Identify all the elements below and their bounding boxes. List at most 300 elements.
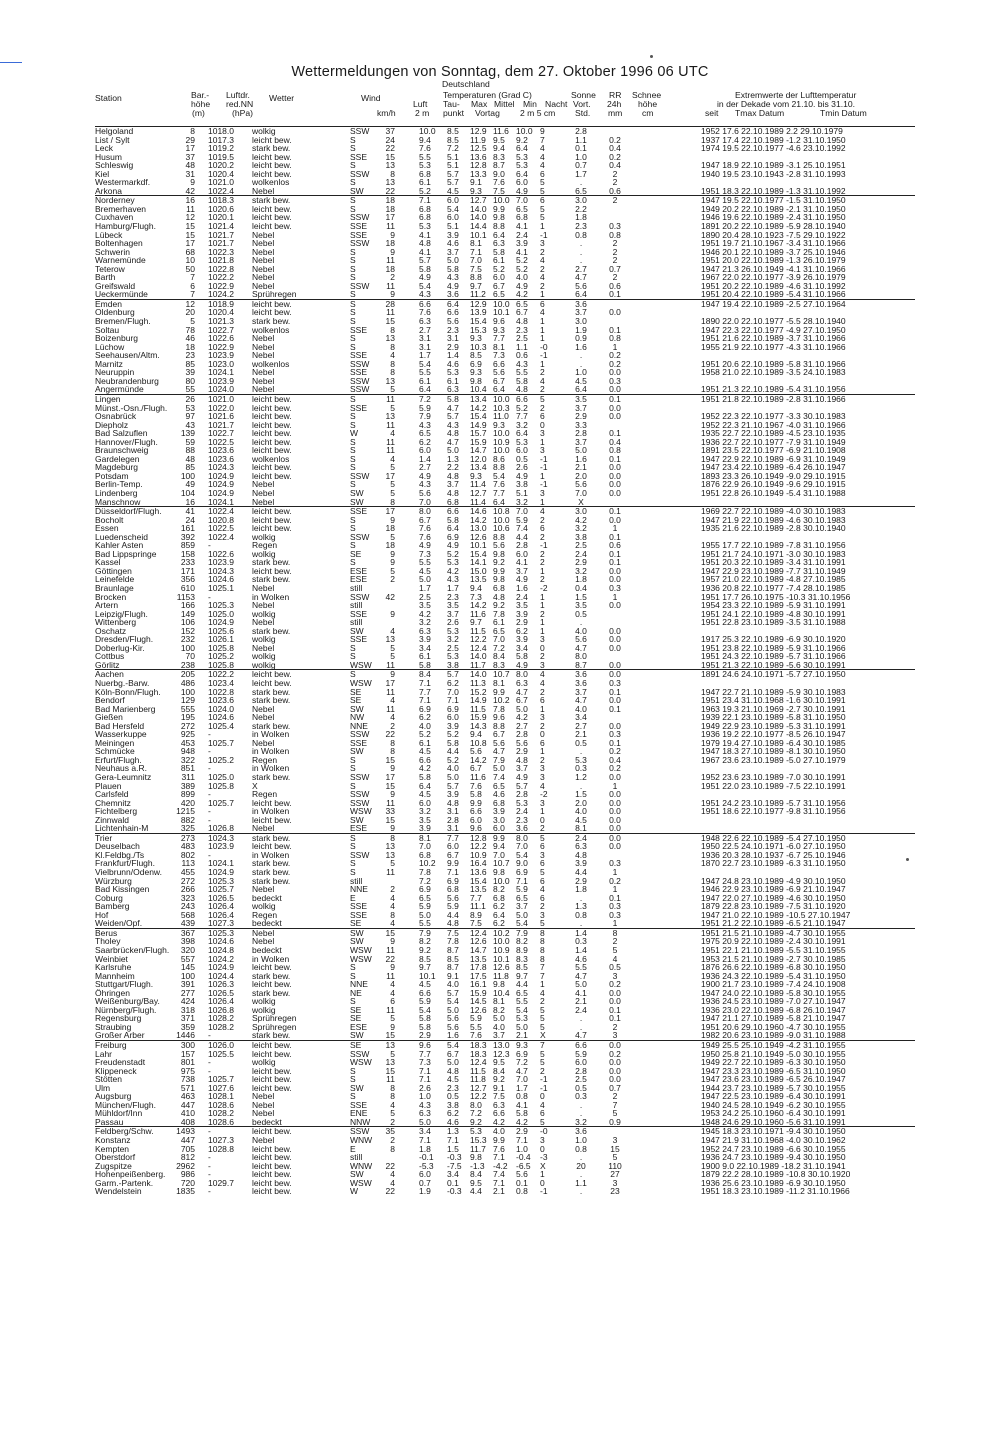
dewpoint: 6.4 <box>447 298 459 309</box>
dewpoint: 3.4 <box>447 1169 459 1180</box>
temp-min: 2.1 <box>516 1030 528 1041</box>
wind-direction: S <box>350 832 356 843</box>
temp-max: 13.4 <box>470 462 487 473</box>
temp-night: -1 <box>540 229 548 240</box>
temp-night: 6 <box>540 695 545 706</box>
air-temp: 5.9 <box>419 402 431 413</box>
extremes: 1947 22.0 27.10.1989 -4.6 30.10.1950 <box>701 892 846 903</box>
pressure: 1025.8 <box>208 659 234 670</box>
weather: leicht bew. <box>252 470 292 481</box>
wind-direction: S <box>350 523 356 534</box>
pressure: 1025.7 <box>208 797 234 808</box>
precipitation: 0.9 <box>609 1116 621 1127</box>
air-temp: 10.1 <box>419 970 436 981</box>
wind-speed: 2 <box>390 884 395 895</box>
weather: wolkig <box>252 608 276 619</box>
temp-min: 6.0 <box>516 177 528 188</box>
station-height: 1215 <box>176 806 195 817</box>
extremes: 1951 21.6 22.10.1989 -3.7 31.10.1966 <box>701 333 846 344</box>
weather: Nebel <box>252 712 275 723</box>
air-temp: 5.5 <box>419 918 431 929</box>
weather: stark bew. <box>252 1030 291 1041</box>
temp-mean: 6.6 <box>493 1108 505 1119</box>
temp-min: 4.4 <box>516 979 528 990</box>
wind-speed: 18 <box>385 238 395 249</box>
dewpoint: 6.0 <box>447 841 459 852</box>
header-wind: Wind <box>361 93 381 103</box>
temp-mean: 8.8 <box>493 531 505 542</box>
station-name: Berlin-Temp. <box>95 479 143 490</box>
air-temp: 5.5 <box>419 557 431 568</box>
dewpoint: 1.4 <box>447 350 459 361</box>
station-height: 31 <box>185 168 195 179</box>
temp-night: 8 <box>540 927 545 938</box>
station-height: 26 <box>185 393 195 404</box>
station-name: Nuerbg.-Barw. <box>95 678 150 688</box>
station-height: 78 <box>185 324 195 335</box>
sunshine: 0.5 <box>575 1082 587 1093</box>
pressure: 1022.8 <box>208 686 234 697</box>
extremes: 1936 19.2 22.10.1977 -8.5 26.10.1947 <box>701 729 846 740</box>
weather: wolkig <box>252 1004 276 1015</box>
station-height: 23 <box>185 350 195 361</box>
temp-night: 4 <box>540 780 545 791</box>
temp-night: 2 <box>540 531 545 542</box>
temp-min: 4.9 <box>516 772 528 783</box>
wind-speed: 11 <box>386 1004 395 1015</box>
pressure: 1024.3 <box>208 565 234 576</box>
station-height: 24 <box>185 514 195 525</box>
air-temp: 2.7 <box>419 324 431 335</box>
dewpoint: 5.7 <box>447 987 459 998</box>
wind-direction: SSE <box>350 1099 368 1110</box>
wind-speed: 15 <box>385 780 395 791</box>
station-name: Boizenburg <box>95 333 139 344</box>
extremes: 1947 22.9 22.10.1989 -6.9 31.10.1949 <box>701 453 846 464</box>
station-name: Hohenpeißenberg. <box>95 1169 166 1180</box>
temp-mean: 10.0 <box>493 195 510 206</box>
pressure: 1021.7 <box>208 238 234 249</box>
temp-mean: 5.6 <box>493 540 505 551</box>
extremes: 1947 22.5 23.10.1989 -6.4 30.10.1991 <box>701 1091 846 1102</box>
dewpoint: 4.6 <box>447 358 459 369</box>
pressure: 1024.4 <box>208 970 234 981</box>
air-temp: 7.2 <box>419 875 431 886</box>
sunshine: 6.0 <box>575 1057 587 1068</box>
air-temp: 7.7 <box>419 1048 431 1059</box>
scan-speck <box>650 55 653 58</box>
wind-direction: SSE <box>350 367 368 378</box>
station-name: Osnabrück <box>95 411 137 422</box>
header-subtitle: Deutschland <box>442 79 490 89</box>
station-name: Aachen <box>95 669 124 680</box>
temp-max: 14.2 <box>470 514 487 525</box>
sunshine: 6.4 <box>575 289 587 300</box>
temp-night: 1 <box>540 470 545 481</box>
air-temp: 7.2 <box>419 393 431 404</box>
wind-direction: still <box>350 582 363 593</box>
extremes: 1951 20.3 22.10.1989 -3.4 31.10.1991 <box>701 557 846 568</box>
pressure: 1020.4 <box>208 168 234 179</box>
sunshine: 2.9 <box>575 411 587 422</box>
station-height: 483 <box>180 841 195 852</box>
weather: stark bew. <box>252 316 291 327</box>
station-name: Freudenstadt <box>95 1057 146 1068</box>
station-name: Helgoland <box>95 126 134 136</box>
wind-speed: 13 <box>385 849 395 860</box>
sunshine: 3.6 <box>575 1126 587 1137</box>
precipitation: 0.3 <box>609 375 621 386</box>
wind-direction: NNE <box>350 979 368 990</box>
header-min: Min <box>523 99 537 109</box>
temp-min: 3.7 <box>516 763 528 774</box>
pressure: 1025.7 <box>208 737 234 748</box>
temp-night: 6 <box>540 523 545 534</box>
sunshine: 4.4 <box>575 867 587 878</box>
temp-night: 2 <box>540 367 545 378</box>
dewpoint: 8.5 <box>447 134 459 145</box>
temp-night: 3 <box>540 634 545 645</box>
station-name: Hof <box>95 909 109 920</box>
header-snow: höhe <box>638 99 658 109</box>
temp-night: 3 <box>540 428 545 439</box>
pressure: 1026.8 <box>208 823 234 834</box>
temp-mean: 6.2 <box>493 918 505 929</box>
weather: stark bew. <box>252 557 291 568</box>
station-height: 5 <box>190 316 195 327</box>
sunshine: 2.9 <box>575 557 587 568</box>
pressure: 1027.6 <box>208 1082 234 1093</box>
extremes: 1936 24.5 23.10.1989 -7.0 27.10.1947 <box>701 996 846 1007</box>
wind-direction: WSW <box>350 806 372 817</box>
station-height: 408 <box>180 1116 195 1127</box>
temp-night: 2 <box>540 246 545 257</box>
temp-night: 5 <box>540 203 545 214</box>
air-temp: 5.8 <box>419 1013 431 1024</box>
dewpoint: 5.3 <box>447 367 459 378</box>
temp-max: 14.0 <box>470 651 487 662</box>
temp-mean: 10.9 <box>493 944 510 955</box>
dewpoint: 5.6 <box>447 892 459 903</box>
station-name: Ulm <box>95 1082 111 1093</box>
air-temp: 6.6 <box>419 987 431 998</box>
header-sun: Vort. <box>573 99 591 109</box>
dewpoint: 5.0 <box>447 1004 459 1015</box>
temp-night: 2 <box>540 651 545 662</box>
station-name: Luedenscheid <box>95 531 148 542</box>
station-height: 277 <box>180 987 195 998</box>
temp-night: 6 <box>540 298 545 309</box>
wind-speed: 8 <box>390 341 395 352</box>
wind-speed: 9 <box>390 763 395 774</box>
precipitation: 0.2 <box>609 875 621 886</box>
temp-night: X <box>540 1160 546 1171</box>
wind-direction: S <box>350 996 356 1007</box>
table-row <box>95 824 915 833</box>
dewpoint: 2.3 <box>447 324 459 335</box>
temp-night: 1 <box>540 703 545 714</box>
wind-direction: S <box>350 540 356 551</box>
temp-max: 6.0 <box>470 814 482 825</box>
extremes: 1891 23.5 22.10.1977 -6.9 21.10.1908 <box>701 445 846 456</box>
temp-mean: 10.2 <box>493 927 510 938</box>
extremes: 1951 24.1 22.10.1989 -4.8 30.10.1991 <box>701 608 846 619</box>
weather: Nebel <box>252 496 275 507</box>
extremes: 1952 23.6 23.10.1989 -7.0 30.10.1991 <box>701 772 846 783</box>
weather: wolkenlos <box>252 453 290 464</box>
pressure: - <box>208 849 211 860</box>
temp-night: 1 <box>540 600 545 611</box>
wind-direction: WNW <box>350 1134 373 1145</box>
air-temp: 6.8 <box>419 168 431 179</box>
weather: leicht bew. <box>252 1177 292 1188</box>
temp-mean: 9.4 <box>493 143 505 154</box>
sunshine: 7.0 <box>575 487 587 498</box>
temp-max: 12.2 <box>470 841 487 852</box>
pressure: 1028.6 <box>208 1116 234 1127</box>
station-height: 486 <box>180 678 195 688</box>
temp-max: 11.4 <box>470 479 486 490</box>
extremes: 1947 18.9 22.10.1989 -3.1 25.10.1951 <box>701 160 846 171</box>
wind-direction: S <box>350 263 356 274</box>
temp-min: 6.4 <box>516 168 528 179</box>
dewpoint: 3.9 <box>447 229 459 240</box>
station-name: Schmücke <box>95 746 135 757</box>
wind-speed: 17 <box>385 772 395 783</box>
extremes: 1949 20.2 22.10.1989 -2.1 31.10.1950 <box>701 203 846 214</box>
table-row <box>95 661 915 670</box>
air-temp: 5.4 <box>419 1004 431 1015</box>
station-name: Zugspitze <box>95 1160 132 1171</box>
station-height: 161 <box>180 523 195 534</box>
weather: Nebel <box>252 384 275 395</box>
air-temp: 4.5 <box>419 746 431 757</box>
temp-max: 12.4 <box>470 1057 487 1068</box>
temp-max: 10.3 <box>470 341 487 352</box>
dewpoint: 4.3 <box>447 574 459 585</box>
sunshine: 4.0 <box>575 703 587 714</box>
temp-night: 5 <box>540 393 545 404</box>
extremes: 1974 19.5 22.10.1977 -4.6 23.10.1992 <box>701 143 846 154</box>
air-temp: 4.3 <box>419 419 431 430</box>
wind-speed: 9 <box>390 669 395 680</box>
wind-direction: SE <box>350 1039 362 1050</box>
pressure: - <box>208 540 211 551</box>
station-name: München/Flugh. <box>95 1099 156 1110</box>
header-sun: Sonne <box>571 90 596 100</box>
precipitation: 2 <box>612 255 618 266</box>
dewpoint: 5.2 <box>447 754 459 765</box>
extremes: 1948 22.6 22.10.1989 -5.4 27.10.1950 <box>701 832 846 843</box>
temp-max: 7.3 <box>470 591 482 602</box>
station-name: Lahr <box>95 1048 113 1059</box>
temp-min: 3.5 <box>516 600 528 611</box>
station-name: Essen <box>95 523 119 534</box>
station-height: 1153 <box>176 591 195 602</box>
dewpoint: 3.7 <box>447 246 459 257</box>
wind-direction: E <box>350 892 356 903</box>
station-name: Gardelegen <box>95 453 140 464</box>
wind-direction: S <box>350 289 356 300</box>
station-height: 948 <box>180 746 195 757</box>
wind-speed: 35 <box>385 1126 395 1137</box>
temp-max: 9.9 <box>470 797 482 808</box>
station-height: 232 <box>180 634 195 645</box>
station-group <box>95 506 915 669</box>
temp-min: 5.7 <box>516 780 528 791</box>
pressure: 1024.3 <box>208 832 234 843</box>
temp-max: 12.6 <box>470 1004 487 1015</box>
header-snow: cm <box>642 108 654 118</box>
station-height: 243 <box>180 901 195 912</box>
temp-min: 5.2 <box>516 263 528 274</box>
precipitation: 3 <box>612 970 618 981</box>
temp-night: 3 <box>540 797 545 808</box>
station-name: Brocken <box>95 591 127 602</box>
temp-min: 4.8 <box>516 384 528 395</box>
precipitation: 0.0 <box>609 470 621 481</box>
temp-night: 2 <box>540 1065 545 1076</box>
pressure: 1025.2 <box>208 651 234 662</box>
station-name: Köln-Bonn/Flugh. <box>95 686 161 697</box>
temp-max: 15.4 <box>470 548 487 559</box>
wind-speed: 28 <box>385 298 395 309</box>
pressure: 1025.4 <box>208 720 234 731</box>
temp-night: 2 <box>540 548 545 559</box>
table-row <box>95 1118 915 1127</box>
station-height: 11 <box>186 203 195 214</box>
temp-min: 3.7 <box>516 901 528 912</box>
air-temp: 5.3 <box>419 221 431 232</box>
station-height: 48 <box>185 160 195 171</box>
station-height: 272 <box>180 720 195 731</box>
temp-night: 3 <box>540 238 545 249</box>
extremes: 1951 18.3 23.10.1989 -11.2 31.10.1966 <box>701 1186 850 1197</box>
temp-min: 6.4 <box>516 143 528 154</box>
pressure: 1024.1 <box>208 367 234 378</box>
weather: leicht bew. <box>252 168 292 179</box>
temp-min: 7.1 <box>516 875 528 886</box>
temp-mean: 10.3 <box>493 402 510 413</box>
pressure: 1022.4 <box>208 506 234 517</box>
temp-night: 5 <box>540 1013 545 1024</box>
wind-direction: S <box>350 160 356 171</box>
weather: Nebel <box>252 229 275 240</box>
station-name: Seehausen/Altm. <box>95 350 160 361</box>
extremes: 1951 23.4 31.10.1968 -1.6 30.10.1991 <box>701 695 846 706</box>
dewpoint: 3.8 <box>447 659 459 670</box>
weather: wolkig <box>252 531 276 542</box>
wind-direction: SSE <box>350 901 368 912</box>
pressure: 1020.8 <box>208 514 234 525</box>
weather: stark bew. <box>252 772 291 783</box>
dewpoint: 1.3 <box>447 453 459 464</box>
temp-mean: 7.8 <box>493 608 505 619</box>
air-temp: 6.1 <box>419 177 431 188</box>
temp-night: 4 <box>540 160 545 171</box>
temp-mean: 10.1 <box>493 307 510 318</box>
pressure: 1025.3 <box>208 600 234 611</box>
sunshine: 4.7 <box>575 970 587 981</box>
temp-mean: 10.0 <box>493 445 510 456</box>
pressure: 1024.0 <box>208 703 234 714</box>
precipitation: 0.0 <box>609 479 621 490</box>
temp-night: 5 <box>540 1021 545 1032</box>
dewpoint: 6.2 <box>447 1108 459 1119</box>
weather: wolkig <box>252 996 276 1007</box>
temp-mean: 3.9 <box>493 806 505 817</box>
station-height: 171 <box>180 565 195 576</box>
air-temp: 7.6 <box>419 523 431 534</box>
wind-speed: 9 <box>390 229 395 240</box>
temp-min: 1.1 <box>516 341 528 352</box>
station-name: Lüchow <box>95 341 125 352</box>
table-row <box>95 498 915 507</box>
temp-max: 9.3 <box>470 185 482 196</box>
temp-max: 12.4 <box>470 642 487 653</box>
station-name: Kempten <box>95 1143 130 1154</box>
dewpoint: 8.7 <box>447 944 459 955</box>
dewpoint: 2.8 <box>447 814 459 825</box>
air-temp: 6.3 <box>419 316 431 327</box>
temp-max: 5.9 <box>470 1013 482 1024</box>
temp-mean: 6.4 <box>493 909 505 920</box>
weather: Nebel <box>252 642 275 653</box>
precipitation: 0.1 <box>609 1013 621 1024</box>
weather: wolkig <box>252 1057 276 1068</box>
air-temp: 2.9 <box>419 1030 431 1041</box>
weather: bedeckt <box>252 1116 282 1127</box>
extremes: 1951 22.8 26.10.1949 -5.4 31.10.1988 <box>701 487 846 498</box>
pressure: 1025.7 <box>208 1074 234 1085</box>
temp-max: 11.6 <box>470 772 486 783</box>
temp-min: 4.9 <box>516 280 528 291</box>
temp-night: 6 <box>540 1108 545 1119</box>
station-height: 300 <box>180 1039 195 1050</box>
precipitation: 1 <box>612 918 618 929</box>
dewpoint: 3.2 <box>447 634 459 645</box>
station-height: 41 <box>185 506 195 517</box>
temp-night: -0 <box>540 341 548 352</box>
temp-max: 11.2 <box>470 289 486 300</box>
temp-min: 6.0 <box>516 445 528 456</box>
air-temp: 5.2 <box>419 185 431 196</box>
temp-mean: 6.5 <box>493 289 505 300</box>
precipitation: 0.3 <box>609 729 621 740</box>
temp-night: 5 <box>540 177 545 188</box>
temp-mean: 6.6 <box>493 358 505 369</box>
sunshine: 1.0 <box>575 151 587 162</box>
extremes: 1944 23.7 23.10.1989 -5.7 30.10.1955 <box>701 1082 846 1093</box>
weather: stark bew. <box>252 832 291 843</box>
extremes: 1947 21.9 22.10.1989 -4.6 30.10.1983 <box>701 514 846 525</box>
temp-min: 6.5 <box>516 892 528 903</box>
weather: Nebel <box>252 255 275 266</box>
station-height: 311 <box>181 772 195 783</box>
temp-max: 9.3 <box>470 333 482 344</box>
precipitation: 0.1 <box>609 703 621 714</box>
station-height: 88 <box>185 445 195 456</box>
station-name: Würzburg <box>95 875 132 886</box>
air-temp: 3.1 <box>419 341 431 352</box>
sunshine: 0.4 <box>575 582 587 593</box>
dewpoint: 5.2 <box>447 548 459 559</box>
wind-direction: SSW <box>350 1126 370 1137</box>
temp-max: 4.4 <box>470 1186 482 1197</box>
wind-speed: 5 <box>390 565 395 576</box>
temp-min: 0.1 <box>516 1177 528 1188</box>
pressure: 1026.5 <box>208 987 234 998</box>
